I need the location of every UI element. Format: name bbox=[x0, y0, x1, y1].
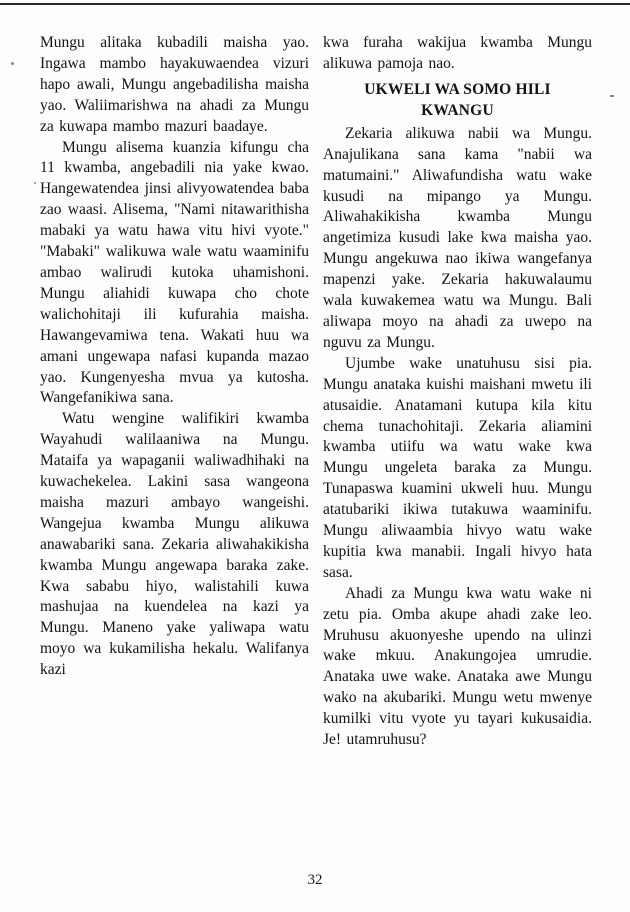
paragraph-continuation: Mungu alitaka kubadili maisha yao. Ingawa mambo hayakuwaendea vizuri hapo awali, Mungu angebadilisha maisha yao. Waliimarishwa na ahadi za Mungu za kuwapa mambo mazuri baadaye. bbox=[40, 34, 309, 135]
page-number: 32 bbox=[307, 872, 323, 888]
scan-edge-artifact bbox=[0, 3, 630, 5]
scan-speck-artifact bbox=[11, 62, 14, 65]
paragraph-continuation: kwa furaha wakijua kwamba Mungu alikuwa pamoja nao. bbox=[323, 34, 592, 72]
paragraph: Ujumbe wake unatuhusu sisi pia. Mungu anataka kuishi maishani mwetu ili atusaidie. Anatamani kutupa kila kitu chema tunachohitaji. Zekaria aliamini kwamba utiifu wa watu wake kwa Mungu ungeleta baraka za Mungu. Tunapaswa kuamini ukweli huu. Mungu atatubariki ikiwa tutakuwa waaminifu. Mungu aliwaambia hivyo watu wake kupitia kwa manabii. Ingali hivyo hata sasa. bbox=[323, 354, 592, 581]
two-column-text-block bbox=[40, 33, 592, 751]
scan-speck-artifact bbox=[610, 95, 614, 97]
section-heading: UKWELI WA SOMO HILI KWANGU bbox=[364, 80, 551, 119]
paragraph: Ahadi za Mungu kwa watu wake ni zetu pia. Omba akupe ahadi zake leo. Mruhusu akuonyeshe upendo na ulinzi wake mkuu. Anakungojea umrudie. Anataka uwe wake. Anataka awe Mungu wako na akubariki. Mungu wetu mwenye kumilki vitu vyote yu tayari kukusaidia. Je! utamruhusu? bbox=[323, 584, 592, 749]
paragraph: Mungu alisema kuanzia kifungu cha 11 kwamba, angebadili nia yake kwao. Hangewatendea jinsi alivyowatendea baba zao waasi. Alisema, "Nami nitawarithisha mabaki ya watu hawa vitu hivi vyote." "Mabaki" walikuwa wale watu waaminifu ambao walirudi kutoka uhamishoni. Mungu aliahidi kuwapa cho chote walichohitaji ili kufurahia maisha. Hawangevamiwa tena. Wakati huu wa amani ungewapa nafasi kupanda mazao yao. Kungenyesha mvua ya kutosha. Wangefanikiwa sana. bbox=[40, 138, 309, 407]
left-column bbox=[40, 33, 309, 751]
right-column bbox=[323, 33, 592, 751]
scan-speck-artifact bbox=[34, 182, 36, 184]
paragraph: Zekaria alikuwa nabii wa Mungu. Anajulikana sana kama "nabii wa matumaini." Aliwafundisha watu wake kusudi na mipango ya Mungu. Aliwahakikisha kwamba Mungu angetimiza kusudi lake kwa maisha yao. Mungu angekuwa nao ikiwa wangefanya mapenzi yake. Zekaria hakuwalaumu wala kuwakemea watu wa Mungu. Bali aliwapa moyo na ahadi za uwepo na nguvu za Mungu. bbox=[323, 124, 592, 351]
paragraph: Watu wengine walifikiri kwamba Wayahudi walilaaniwa na Mungu. Mataifa ya wapaganii waliwadhihaki na kuwachekelea. Lakini sasa wangeona maisha mazuri ambayo wangeishi. Wangejua kwamba Mungu alikuwa anawabariki sana. Zekaria aliwahakikisha kwamba Mungu angewapa baraka zake. Kwa sababu hiyo, walistahili kuwa mashujaa na kuendelea na kazi ya Mungu. Maneno yake yaliwapa watu moyo wa kukamilisha hekalu. Walifanya kazi bbox=[40, 410, 309, 679]
